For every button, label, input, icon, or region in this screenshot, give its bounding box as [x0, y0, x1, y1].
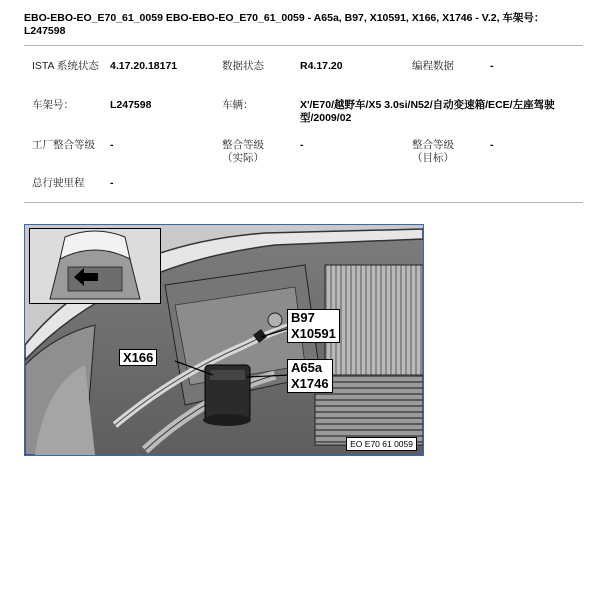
total-mileage-value: - [110, 177, 114, 189]
callout-x10591: X10591 [291, 326, 336, 341]
target-integration-level-label: 整合等级（目标） [412, 139, 454, 164]
figure-code: EO E70 61 0059 [346, 437, 417, 451]
vin-label: 车架号： [32, 99, 74, 111]
target-integration-level-value: - [490, 139, 494, 151]
callout-a65a-x1746 [287, 359, 333, 393]
callout-b97: B97 [291, 310, 315, 325]
programming-data-value: - [490, 60, 494, 72]
vehicle-overview-inset [29, 228, 161, 304]
callout-x1746: X1746 [291, 376, 329, 391]
vin-value: L247598 [110, 99, 152, 111]
engine-bay-figure [24, 224, 424, 456]
ista-status-label: ISTA 系统状态 [32, 60, 99, 72]
vehicle-label: 车辆： [222, 99, 254, 111]
callout-b97-x10591 [287, 309, 340, 343]
factory-integration-level-label: 工厂整合等级 [32, 139, 95, 151]
vehicle-front-thumbnail [30, 229, 160, 303]
data-status-value: R4.17.20 [300, 60, 343, 72]
callout-x166: X166 [119, 349, 157, 366]
factory-integration-level-value: - [110, 139, 114, 151]
data-status-label: 数据状态 [222, 60, 264, 72]
top-divider [24, 45, 583, 46]
bottom-divider [24, 202, 583, 203]
vehicle-value: X'/E70/越野车/X5 3.0si/N52/自动变速箱/ECE/左座驾驶型/2009/02 [300, 99, 555, 124]
actual-integration-level-value: - [300, 139, 304, 151]
actual-integration-level-label: 整合等级（实际） [222, 139, 264, 164]
total-mileage-label: 总行驶里程 [32, 177, 85, 189]
ista-status-value: 4.17.20.18171 [110, 60, 178, 72]
programming-data-label: 编程数据 [412, 60, 454, 72]
document-title: EBO-EBO-EO_E70_61_0059 EBO-EBO-EO_E70_61_0059 - A65a, B97, X10591, X166, X1746 - V.2, 车架号：L247598 [24, 12, 545, 37]
callout-a65a: A65a [291, 360, 323, 375]
